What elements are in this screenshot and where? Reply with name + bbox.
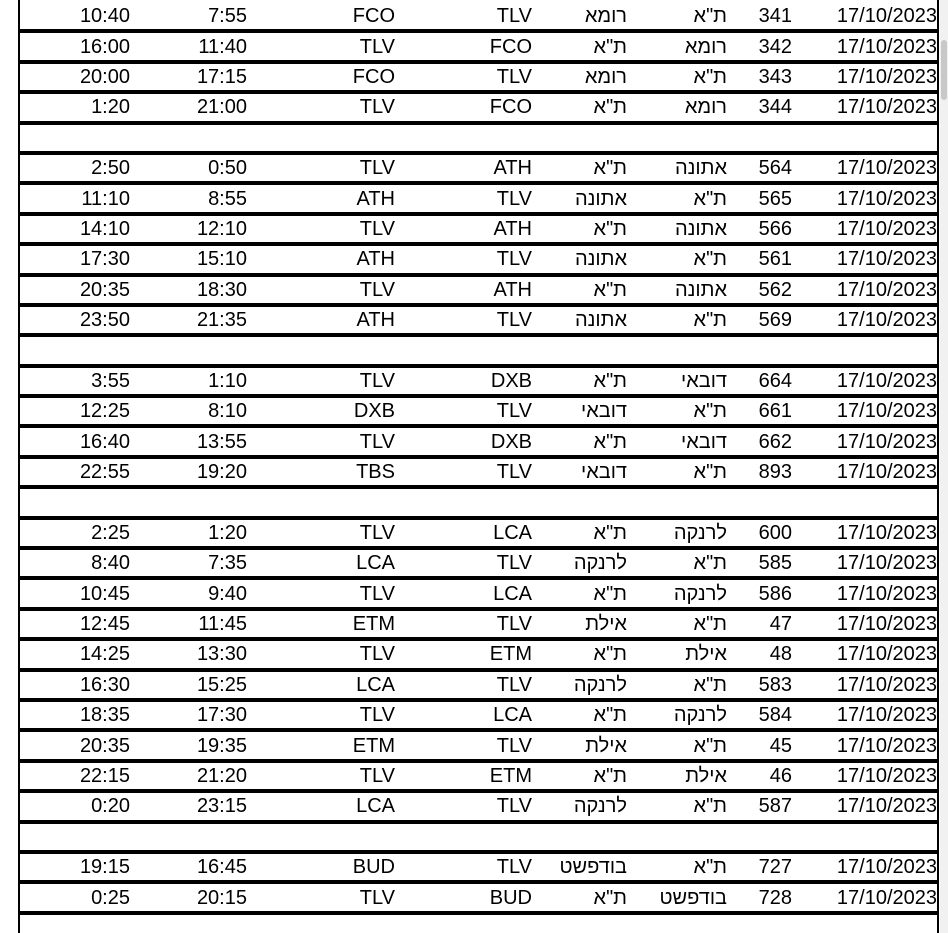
- departure-time: 19:20: [130, 457, 247, 487]
- table-row: [20, 31, 937, 61]
- destination-name: ת"א: [532, 882, 627, 912]
- origin-code: ETM: [395, 639, 532, 669]
- departure-time: 0:50: [130, 153, 247, 183]
- flight-date: 17/10/2023: [792, 305, 937, 335]
- destination-code: TLV: [247, 426, 395, 456]
- departure-time: 7:55: [130, 3, 247, 31]
- destination-code: TLV: [247, 882, 395, 912]
- flight-date: 17/10/2023: [792, 548, 937, 578]
- arrival-time: 12:25: [20, 396, 130, 426]
- destination-code: LCA: [247, 670, 395, 700]
- origin-code: TLV: [395, 305, 532, 335]
- flight-date: 17/10/2023: [792, 518, 937, 548]
- table-row: [20, 457, 937, 487]
- origin-code: TLV: [395, 62, 532, 92]
- destination-code: TLV: [247, 366, 395, 396]
- flight-number: 46: [727, 761, 792, 791]
- departure-time: 12:10: [130, 214, 247, 244]
- origin-name: אילת: [627, 639, 727, 669]
- arrival-time: 8:40: [20, 548, 130, 578]
- flight-date: 17/10/2023: [792, 62, 937, 92]
- table-row: [20, 3, 937, 31]
- destination-code: TLV: [247, 518, 395, 548]
- flight-number: 727: [727, 852, 792, 882]
- arrival-time: 3:55: [20, 366, 130, 396]
- table-row: [20, 670, 937, 700]
- arrival-time: 2:25: [20, 518, 130, 548]
- flight-number: 566: [727, 214, 792, 244]
- origin-code: TLV: [395, 457, 532, 487]
- origin-code: ATH: [395, 153, 532, 183]
- destination-name: לרנקה: [532, 548, 627, 578]
- departure-time: 1:20: [130, 518, 247, 548]
- destination-code: TLV: [247, 761, 395, 791]
- flight-date: 17/10/2023: [792, 31, 937, 61]
- group-separator-row: [20, 123, 937, 153]
- origin-name: לרנקה: [627, 700, 727, 730]
- flight-number: 569: [727, 305, 792, 335]
- destination-name: אתונה: [532, 244, 627, 274]
- destination-name: ת"א: [532, 92, 627, 122]
- group-separator-cell: [20, 822, 937, 852]
- group-separator-row: [20, 822, 937, 852]
- destination-code: TLV: [247, 578, 395, 608]
- origin-name: לרנקה: [627, 578, 727, 608]
- destination-code: TLV: [247, 214, 395, 244]
- origin-code: FCO: [395, 92, 532, 122]
- origin-name: ת"א: [627, 670, 727, 700]
- table-row: [20, 852, 937, 882]
- origin-name: לרנקה: [627, 518, 727, 548]
- origin-name: ת"א: [627, 62, 727, 92]
- flight-number: 562: [727, 275, 792, 305]
- destination-name: ת"א: [532, 153, 627, 183]
- origin-code: DXB: [395, 366, 532, 396]
- destination-code: TLV: [247, 153, 395, 183]
- origin-name: בודפשט: [627, 882, 727, 912]
- destination-code: ETM: [247, 730, 395, 760]
- flight-date: 17/10/2023: [792, 457, 937, 487]
- table-row: [20, 639, 937, 669]
- flight-number: 893: [727, 457, 792, 487]
- flight-date: 17/10/2023: [792, 700, 937, 730]
- flight-date: 17/10/2023: [792, 275, 937, 305]
- table-row: [20, 518, 937, 548]
- table-row: [20, 214, 937, 244]
- table-row: [20, 548, 937, 578]
- flight-date: 17/10/2023: [792, 882, 937, 912]
- arrival-time: 10:40: [20, 3, 130, 31]
- flight-number: 600: [727, 518, 792, 548]
- flight-date: 17/10/2023: [792, 153, 937, 183]
- arrival-time: 1:20: [20, 92, 130, 122]
- origin-code: TLV: [395, 791, 532, 821]
- departure-time: 8:10: [130, 396, 247, 426]
- departure-time: 21:20: [130, 761, 247, 791]
- flight-number: 341: [727, 3, 792, 31]
- table-row: [20, 730, 937, 760]
- group-separator-cell: [20, 335, 937, 365]
- origin-name: אתונה: [627, 275, 727, 305]
- origin-name: דובאי: [627, 366, 727, 396]
- arrival-time: 20:35: [20, 730, 130, 760]
- origin-code: ETM: [395, 761, 532, 791]
- table-row: [20, 153, 937, 183]
- destination-name: רומא: [532, 3, 627, 31]
- destination-name: ת"א: [532, 578, 627, 608]
- table-row: [20, 305, 937, 335]
- flight-number: 48: [727, 639, 792, 669]
- flight-date: 17/10/2023: [792, 578, 937, 608]
- destination-name: ת"א: [532, 639, 627, 669]
- origin-name: ת"א: [627, 3, 727, 31]
- flight-date: 17/10/2023: [792, 670, 937, 700]
- flight-date: 17/10/2023: [792, 852, 937, 882]
- origin-code: LCA: [395, 578, 532, 608]
- arrival-time: 16:40: [20, 426, 130, 456]
- departure-time: 15:10: [130, 244, 247, 274]
- departure-time: 20:15: [130, 882, 247, 912]
- origin-name: ת"א: [627, 396, 727, 426]
- flight-date: 17/10/2023: [792, 426, 937, 456]
- flight-number: 342: [727, 31, 792, 61]
- departure-time: 18:30: [130, 275, 247, 305]
- departure-time: 19:35: [130, 730, 247, 760]
- arrival-time: 11:10: [20, 183, 130, 213]
- arrival-time: 23:50: [20, 305, 130, 335]
- arrival-time: 16:00: [20, 31, 130, 61]
- flight-date: 17/10/2023: [792, 214, 937, 244]
- origin-name: ת"א: [627, 183, 727, 213]
- origin-name: ת"א: [627, 609, 727, 639]
- origin-code: LCA: [395, 700, 532, 730]
- departure-time: 1:10: [130, 366, 247, 396]
- departure-time: 23:15: [130, 791, 247, 821]
- flight-number: 586: [727, 578, 792, 608]
- destination-name: ת"א: [532, 31, 627, 61]
- destination-code: TLV: [247, 700, 395, 730]
- origin-name: אתונה: [627, 214, 727, 244]
- destination-name: ת"א: [532, 214, 627, 244]
- origin-code: DXB: [395, 426, 532, 456]
- flight-date: 17/10/2023: [792, 92, 937, 122]
- arrival-time: 14:10: [20, 214, 130, 244]
- arrival-time: 0:25: [20, 882, 130, 912]
- destination-name: אילת: [532, 609, 627, 639]
- arrival-time: 20:00: [20, 62, 130, 92]
- flight-schedule-body: [20, 3, 937, 913]
- origin-code: FCO: [395, 31, 532, 61]
- origin-code: ATH: [395, 214, 532, 244]
- origin-name: ת"א: [627, 305, 727, 335]
- flight-date: 17/10/2023: [792, 730, 937, 760]
- flight-number: 661: [727, 396, 792, 426]
- group-separator-cell: [20, 123, 937, 153]
- destination-name: דובאי: [532, 396, 627, 426]
- departure-time: 8:55: [130, 183, 247, 213]
- origin-name: רומא: [627, 92, 727, 122]
- origin-name: ת"א: [627, 244, 727, 274]
- destination-name: לרנקה: [532, 791, 627, 821]
- departure-time: 11:45: [130, 609, 247, 639]
- destination-name: אילת: [532, 730, 627, 760]
- destination-code: TLV: [247, 639, 395, 669]
- flight-number: 583: [727, 670, 792, 700]
- flight-date: 17/10/2023: [792, 761, 937, 791]
- origin-name: ת"א: [627, 548, 727, 578]
- flight-date: 17/10/2023: [792, 3, 937, 31]
- flight-number: 343: [727, 62, 792, 92]
- origin-code: TLV: [395, 730, 532, 760]
- destination-name: לרנקה: [532, 670, 627, 700]
- origin-name: ת"א: [627, 457, 727, 487]
- table-row: [20, 426, 937, 456]
- destination-code: ATH: [247, 183, 395, 213]
- flight-date: 17/10/2023: [792, 609, 937, 639]
- destination-name: ת"א: [532, 700, 627, 730]
- origin-name: ת"א: [627, 852, 727, 882]
- arrival-time: 16:30: [20, 670, 130, 700]
- table-row: [20, 761, 937, 791]
- flight-number: 45: [727, 730, 792, 760]
- page-right-border: [937, 0, 939, 933]
- origin-code: TLV: [395, 548, 532, 578]
- origin-code: ATH: [395, 275, 532, 305]
- flight-number: 564: [727, 153, 792, 183]
- destination-name: ת"א: [532, 275, 627, 305]
- origin-code: LCA: [395, 518, 532, 548]
- arrival-time: 0:20: [20, 791, 130, 821]
- destination-name: ת"א: [532, 761, 627, 791]
- scrollbar-track[interactable]: [940, 0, 948, 933]
- flight-number: 344: [727, 92, 792, 122]
- destination-code: DXB: [247, 396, 395, 426]
- destination-name: ת"א: [532, 426, 627, 456]
- arrival-time: 2:50: [20, 153, 130, 183]
- destination-code: TBS: [247, 457, 395, 487]
- origin-name: אילת: [627, 761, 727, 791]
- destination-code: TLV: [247, 275, 395, 305]
- origin-code: TLV: [395, 852, 532, 882]
- destination-code: LCA: [247, 791, 395, 821]
- scrollbar-thumb[interactable]: [941, 40, 947, 100]
- origin-code: TLV: [395, 609, 532, 639]
- flight-date: 17/10/2023: [792, 183, 937, 213]
- destination-code: ATH: [247, 244, 395, 274]
- table-row: [20, 244, 937, 274]
- origin-name: ת"א: [627, 730, 727, 760]
- flight-number: 728: [727, 882, 792, 912]
- origin-code: TLV: [395, 183, 532, 213]
- flight-number: 585: [727, 548, 792, 578]
- origin-code: TLV: [395, 670, 532, 700]
- destination-code: TLV: [247, 31, 395, 61]
- arrival-time: 10:45: [20, 578, 130, 608]
- table-row: [20, 700, 937, 730]
- flight-number: 587: [727, 791, 792, 821]
- destination-code: ATH: [247, 305, 395, 335]
- flight-date: 17/10/2023: [792, 244, 937, 274]
- group-separator-cell: [20, 487, 937, 517]
- arrival-time: 12:45: [20, 609, 130, 639]
- flight-number: 664: [727, 366, 792, 396]
- origin-name: דובאי: [627, 426, 727, 456]
- destination-name: רומא: [532, 62, 627, 92]
- arrival-time: 14:25: [20, 639, 130, 669]
- table-row: [20, 92, 937, 122]
- arrival-time: 20:35: [20, 275, 130, 305]
- destination-code: LCA: [247, 548, 395, 578]
- flight-number: 565: [727, 183, 792, 213]
- origin-name: ת"א: [627, 791, 727, 821]
- destination-name: דובאי: [532, 457, 627, 487]
- flight-date: 17/10/2023: [792, 366, 937, 396]
- origin-code: TLV: [395, 396, 532, 426]
- flight-date: 17/10/2023: [792, 639, 937, 669]
- arrival-time: 18:35: [20, 700, 130, 730]
- group-separator-row: [20, 335, 937, 365]
- arrival-time: 19:15: [20, 852, 130, 882]
- table-row: [20, 396, 937, 426]
- destination-code: FCO: [247, 62, 395, 92]
- destination-name: אתונה: [532, 183, 627, 213]
- departure-time: 17:15: [130, 62, 247, 92]
- departure-time: 16:45: [130, 852, 247, 882]
- table-row: [20, 609, 937, 639]
- origin-code: TLV: [395, 244, 532, 274]
- arrival-time: 22:15: [20, 761, 130, 791]
- flight-schedule-table: [20, 3, 937, 915]
- origin-code: BUD: [395, 882, 532, 912]
- departure-time: 13:30: [130, 639, 247, 669]
- flight-number: 662: [727, 426, 792, 456]
- destination-name: ת"א: [532, 518, 627, 548]
- origin-code: TLV: [395, 3, 532, 31]
- departure-time: 17:30: [130, 700, 247, 730]
- flight-number: 584: [727, 700, 792, 730]
- departure-time: 7:35: [130, 548, 247, 578]
- flight-number: 47: [727, 609, 792, 639]
- departure-time: 21:35: [130, 305, 247, 335]
- destination-code: BUD: [247, 852, 395, 882]
- departure-time: 9:40: [130, 578, 247, 608]
- table-row: [20, 578, 937, 608]
- departure-time: 21:00: [130, 92, 247, 122]
- destination-code: TLV: [247, 92, 395, 122]
- group-separator-row: [20, 487, 937, 517]
- arrival-time: 17:30: [20, 244, 130, 274]
- destination-name: בודפשט: [532, 852, 627, 882]
- flight-date: 17/10/2023: [792, 396, 937, 426]
- table-row: [20, 183, 937, 213]
- departure-time: 13:55: [130, 426, 247, 456]
- departure-time: 11:40: [130, 31, 247, 61]
- destination-name: ת"א: [532, 366, 627, 396]
- table-row: [20, 791, 937, 821]
- origin-name: רומא: [627, 31, 727, 61]
- arrival-time: 22:55: [20, 457, 130, 487]
- departure-time: 15:25: [130, 670, 247, 700]
- table-row: [20, 62, 937, 92]
- flight-date: 17/10/2023: [792, 791, 937, 821]
- table-row: [20, 366, 937, 396]
- flight-number: 561: [727, 244, 792, 274]
- destination-code: ETM: [247, 609, 395, 639]
- origin-name: אתונה: [627, 153, 727, 183]
- table-row: [20, 882, 937, 912]
- table-row: [20, 275, 937, 305]
- destination-name: אתונה: [532, 305, 627, 335]
- destination-code: FCO: [247, 3, 395, 31]
